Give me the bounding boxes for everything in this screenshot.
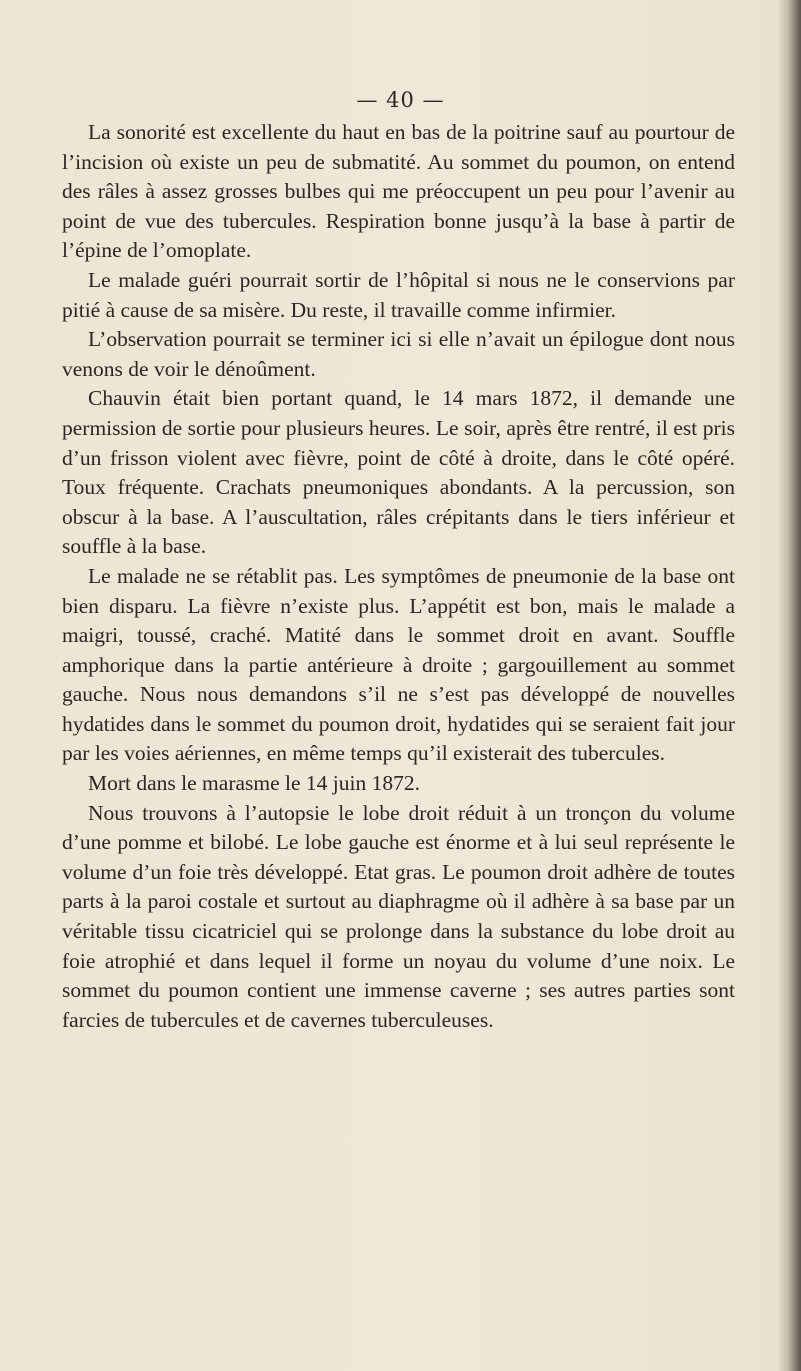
- paragraph-chauvin: Chauvin était bien portant quand, le 14 mars 1872, il demande une permission de sortie pour plusieurs heures. Le soir, après être rentré, il est pris d’un frisson violent avec fièvre, point de côté à droite, dans le côté opéré. Toux fréquente. Crachats pneumoniques abondants. A la percussion, son obscur à la base. A l’auscultation, râles crépitants dans le tiers inférieur et souffle à la base.: [62, 386, 735, 559]
- page-number: — 40 —: [356, 88, 445, 112]
- page-edge-shadow: [777, 0, 801, 1371]
- paragraph-sonorite: La sonorité est excellente du haut en bas de la poitrine sauf au pourtour de l’incision où existe un peu de submatité. Au sommet du poumon, on entend des râles à assez grosses bulbes qui me préoccupent un peu pour l’avenir au point de vue des tubercules. Respiration bonne jusqu’à la base à partir de l’épine de l’omoplate.: [62, 120, 735, 263]
- paragraph-mort: Mort dans le marasme le 14 juin 1872.: [88, 771, 420, 796]
- paragraph-autopsie: Nous trouvons à l’autopsie le lobe droit réduit à un tronçon du volume d’une pomme et bilobé. Le lobe gauche est énorme et à lui seul représente le volume d’un foie très développé. Etat gras. Le poumon droit adhère de toutes parts à la paroi costale et surtout au diaphragme où il adhère à sa base par un véritable tissu cicatriciel qui se prolonge dans la substance du lobe droit au foie atrophié et dans lequel il forme un noyau du volume d’une noix. Le sommet du poumon contient une immense caverne ; ses autres parties sont farcies de tubercules et de cavernes tuberculeuses.: [62, 800, 735, 1032]
- paragraph-retablit: Le malade ne se rétablit pas. Les symptômes de pneumonie de la base ont bien disparu. La fièvre n’existe plus. L’appétit est bon, mais le malade a maigri, toussé, craché. Matité dans le sommet droit en avant. Souffle amphorique dans la partie antérieure à droite ; gargouillement au sommet gauche. Nous nous demandons s’il ne s’est pas développé de nouvelles hydatides dans le sommet du poumon droit, hydatides qui se seraient fait jour par les voies aériennes, en même temps qu’il existerait des tubercules.: [62, 563, 735, 766]
- body-text: [62, 118, 735, 1035]
- paragraph-observation: L’observation pourrait se terminer ici si elle n’avait un épilogue dont nous venons de voir le dénoûment.: [62, 327, 735, 381]
- paragraph-malade-gueri: Le malade guéri pourrait sortir de l’hôpital si nous ne le conservions par pitié à cause de sa misère. Du reste, il travaille comme infirmier.: [62, 267, 735, 322]
